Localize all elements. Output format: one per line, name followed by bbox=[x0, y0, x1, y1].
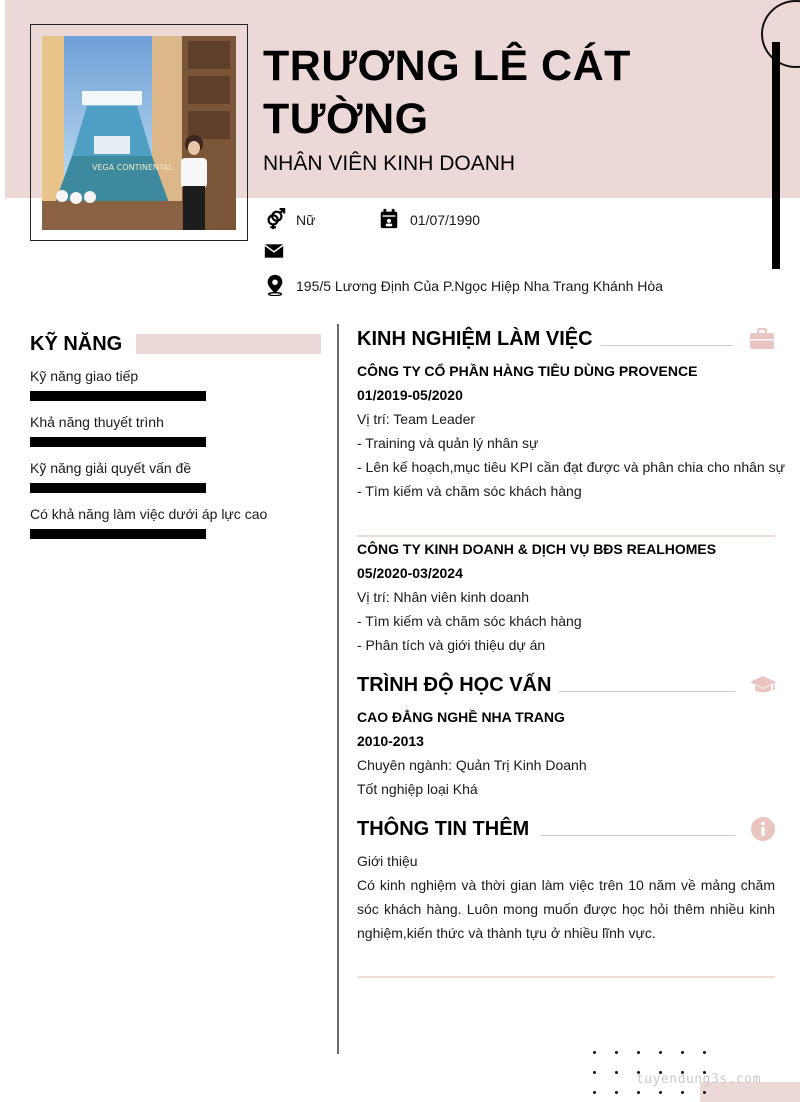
profile-photo-image bbox=[42, 36, 236, 230]
education-detail: Tốt nghiệp loại Khá bbox=[357, 781, 478, 797]
job-period: 01/2019-05/2020 bbox=[357, 387, 463, 403]
profile-photo bbox=[42, 36, 236, 230]
job-company: CÔNG TY KINH DOANH & DỊCH VỤ BĐS REALHOMES bbox=[357, 541, 717, 557]
skill-label: Kỹ năng giải quyết vấn đề bbox=[30, 460, 192, 476]
gender-text: Nữ bbox=[296, 212, 316, 228]
job-detail: Vị trí: Team Leader bbox=[357, 411, 476, 427]
birthday-text: 01/07/1990 bbox=[410, 212, 481, 228]
mail-icon bbox=[264, 242, 284, 260]
education-title-line bbox=[559, 691, 735, 692]
skill-label: Có khả năng làm việc dưới áp lực cao bbox=[30, 506, 268, 522]
watermark-text: tuyendung3s.com bbox=[636, 1072, 761, 1087]
job-detail: - Phân tích và giới thiệu dự án bbox=[357, 637, 546, 653]
address-text: 195/5 Lương Định Của P.Ngọc Hiệp Nha Trang Khánh Hòa bbox=[296, 278, 663, 294]
job-company: CÔNG TY CỔ PHẦN HÀNG TIÊU DÙNG PROVENCE bbox=[357, 363, 698, 379]
job-detail: - Lên kế hoạch,mục tiêu KPI cần đạt được và phân chia cho nhân sự bbox=[357, 459, 785, 475]
location-pin-icon bbox=[264, 274, 286, 296]
info-icon bbox=[750, 816, 776, 842]
photo-sign-text: VEGA CONTINENTAL bbox=[92, 163, 174, 172]
skill-label: Khả năng thuyết trình bbox=[30, 414, 164, 430]
additional-title: THÔNG TIN THÊM bbox=[357, 818, 530, 840]
education-period: 2010-2013 bbox=[357, 733, 424, 749]
experience-title: KINH NGHIỆM LÀM VIỆC bbox=[357, 328, 593, 350]
decorative-bar bbox=[772, 42, 780, 269]
candidate-name: TRƯƠNG LÊ CÁT TƯỜNG bbox=[263, 42, 631, 143]
skill-bar bbox=[30, 437, 206, 447]
gender-icon bbox=[264, 208, 286, 230]
job-detail: - Tìm kiếm và chăm sóc khách hàng bbox=[357, 483, 582, 499]
job-detail: - Tìm kiếm và chăm sóc khách hàng bbox=[357, 613, 582, 629]
skill-label: Kỹ năng giao tiếp bbox=[30, 368, 139, 384]
education-detail: Chuyên ngành: Quản Trị Kinh Doanh bbox=[357, 757, 587, 773]
candidate-job-title: NHÂN VIÊN KINH DOANH bbox=[263, 152, 516, 175]
education-school: CAO ĐẲNG NGHỀ NHA TRANG bbox=[357, 709, 565, 725]
skills-title-accent bbox=[136, 334, 321, 354]
skill-bar bbox=[30, 529, 206, 539]
column-divider bbox=[337, 324, 339, 1054]
job-detail: - Training và quản lý nhân sự bbox=[357, 435, 539, 451]
section-separator bbox=[357, 976, 775, 978]
education-title: TRÌNH ĐỘ HỌC VẤN bbox=[357, 674, 552, 696]
job-period: 05/2020-03/2024 bbox=[357, 565, 463, 581]
graduation-cap-icon bbox=[749, 675, 777, 695]
additional-subtitle: Giới thiệu bbox=[357, 853, 418, 869]
experience-title-line bbox=[601, 345, 733, 346]
additional-title-line bbox=[541, 835, 735, 836]
skills-title: KỸ NĂNG bbox=[30, 333, 123, 355]
additional-text: Có kinh nghiệm và thời gian làm việc trên 10 năm về mảng chăm sóc khách hàng. Luôn mong muốn được học hỏi thêm nhiều kinh nghiệm,kiến thức và thành tựu ở nhiều lĩnh vực. bbox=[357, 877, 775, 941]
skill-bar bbox=[30, 391, 206, 401]
job-detail: Vị trí: Nhân viên kinh doanh bbox=[357, 589, 529, 605]
job-separator bbox=[357, 535, 775, 537]
skill-bar bbox=[30, 483, 206, 493]
calendar-icon bbox=[378, 208, 400, 230]
briefcase-icon bbox=[749, 328, 775, 350]
